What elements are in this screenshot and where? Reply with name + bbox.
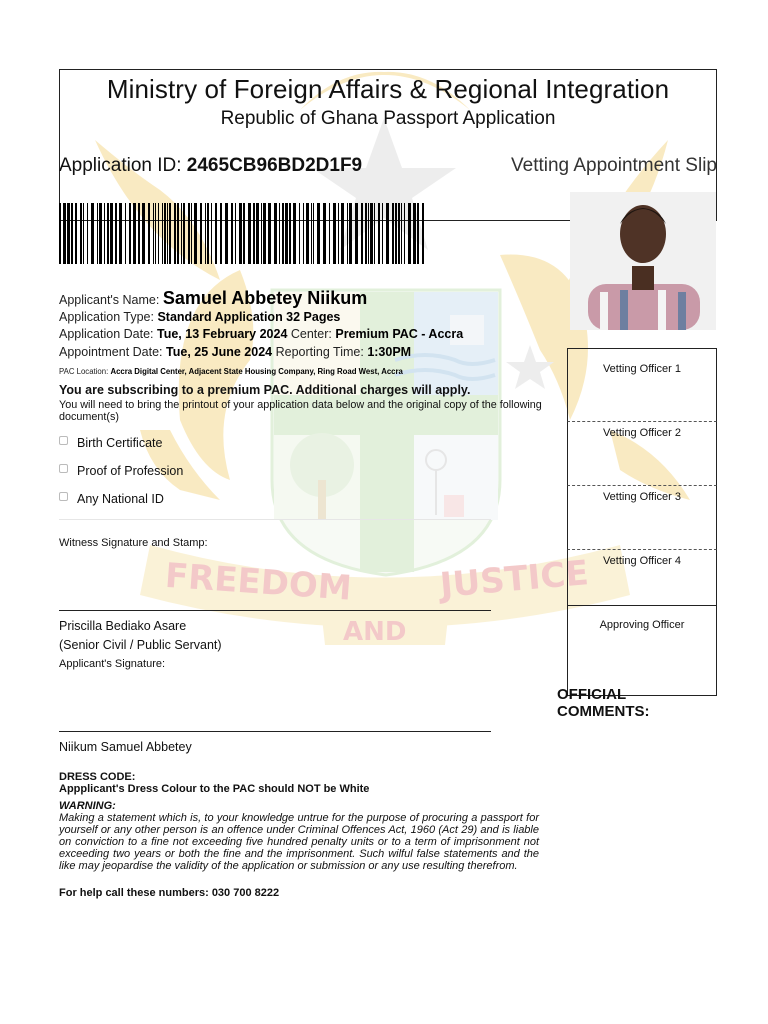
barcode-bar <box>110 203 113 264</box>
barcode-bar <box>317 203 320 264</box>
barcode-bar <box>155 203 156 264</box>
barcode-bar <box>119 203 122 264</box>
barcode-bar <box>71 203 73 264</box>
barcode-bar <box>138 203 140 264</box>
application-date: Tue, 13 February 2024 <box>157 327 288 341</box>
barcode-bar <box>274 203 277 264</box>
barcode-bar <box>422 203 424 264</box>
applicant-signature-name: Niikum Samuel Abbetey <box>59 740 192 754</box>
application-id-label: Application ID: <box>59 155 182 176</box>
barcode-bar <box>263 203 266 264</box>
applicant-name: Samuel Abbetey Niikum <box>162 288 368 308</box>
barcode-bar <box>104 203 105 264</box>
application-id-value: 2465CB96BD2D1F9 <box>186 155 363 176</box>
barcode-bar <box>368 203 369 264</box>
barcode-bar <box>91 203 94 264</box>
motto-ribbon <box>140 545 630 647</box>
vetting-officer-label: Vetting Officer 4 <box>602 555 682 567</box>
document-item <box>59 492 164 506</box>
svg-text:JUSTICE: JUSTICE <box>438 553 591 606</box>
pac-location-line <box>59 367 403 376</box>
barcode-bar <box>323 203 326 264</box>
barcode-bar <box>289 203 291 264</box>
document-item <box>59 436 162 450</box>
application-type: Standard Application 32 Pages <box>157 310 341 324</box>
barcode-bar <box>207 203 209 264</box>
document-label: Birth Certificate <box>77 436 163 450</box>
barcode-bar <box>59 203 61 264</box>
barcode-bar <box>311 203 312 264</box>
barcode-bar <box>253 203 255 264</box>
pac-location-label: PAC Location: <box>59 367 109 376</box>
barcode-bar <box>225 203 228 264</box>
dress-code-text: Appplicant's Dress Colour to the PAC should NOT be White <box>59 783 370 795</box>
barcode-bar <box>183 203 185 264</box>
applicant-photo <box>570 192 716 330</box>
barcode-bar <box>211 203 212 264</box>
appointment-date: Tue, 25 June 2024 <box>166 345 273 359</box>
svg-text:AND: AND <box>343 617 407 647</box>
barcode-bar <box>164 203 166 264</box>
barcode-bar <box>162 203 163 264</box>
barcode-bar <box>386 203 389 264</box>
barcode-bar <box>248 203 251 264</box>
barcode-bar <box>142 203 145 264</box>
barcode-bar <box>261 203 262 264</box>
official-comments-heading <box>557 686 677 720</box>
warning-title: WARNING: <box>59 800 116 812</box>
barcode-bar <box>169 203 171 264</box>
divider <box>59 519 491 520</box>
checkbox-icon <box>59 464 68 473</box>
barcode-bar <box>401 203 402 264</box>
vetting-officer-label: Vetting Officer 1 <box>602 363 682 375</box>
barcode-bar <box>181 203 182 264</box>
bring-documents-notice: You will need to bring the printout of your application data below and the original copy of the following document(s) <box>59 399 542 423</box>
barcode-bar <box>395 203 397 264</box>
barcode-bar <box>188 203 190 264</box>
barcode-bar <box>80 203 82 264</box>
barcode-bar <box>205 203 206 264</box>
reporting-time-label: Reporting Time: <box>275 345 364 359</box>
barcode-bar <box>349 203 352 264</box>
application-subtitle: Republic of Ghana Passport Application <box>220 108 556 129</box>
warning-text: Making a statement which is, to your knowledge untrue for the purpose of procuring a passport for yourself or any other person is an offence under Criminal Offences Act, 1960 (Act 29) and is liable on conviction to a fine not exceeding five hundred penalty units or to a term of imprisonment not exceeding two years or both the fine and the imprisonment. Such wilful false statements and the like may jeopardise the validity of the application or submission or any use resulting therefrom. <box>59 812 539 872</box>
barcode-bar <box>408 203 411 264</box>
barcode-bar <box>347 203 348 264</box>
barcode-bar <box>107 203 109 264</box>
barcode-bar <box>413 203 416 264</box>
vetting-officer-box <box>567 348 717 421</box>
barcode-bar <box>268 203 271 264</box>
vetting-officer-label: Vetting Officer 3 <box>602 491 682 503</box>
barcode-bar <box>129 203 131 264</box>
application-id <box>59 155 362 177</box>
barcode-bar <box>398 203 400 264</box>
barcode-bar <box>355 203 358 264</box>
barcode-bar <box>299 203 300 264</box>
checkbox-icon <box>59 436 68 445</box>
barcode-bar <box>125 203 126 264</box>
barcode-bar <box>200 203 202 264</box>
barcode-bar <box>153 203 154 264</box>
barcode-bar <box>97 203 98 264</box>
vetting-officer-label: Vetting Officer 2 <box>602 427 682 439</box>
application-type-label: Application Type: <box>59 310 154 324</box>
barcode-bar <box>338 203 339 264</box>
official-comments-line2: COMMENTS: <box>557 703 650 720</box>
barcode-bar <box>303 203 304 264</box>
barcode <box>59 203 425 264</box>
barcode-bar <box>133 203 136 264</box>
document-label: Proof of Profession <box>77 464 184 478</box>
barcode-bar <box>392 203 394 264</box>
barcode-bar <box>158 203 159 264</box>
barcode-bar <box>239 203 242 264</box>
barcode-bar <box>177 203 179 264</box>
application-date-line <box>59 327 463 341</box>
barcode-bar <box>167 203 168 264</box>
barcode-bar <box>256 203 259 264</box>
document-label: Any National ID <box>77 492 164 506</box>
barcode-bar <box>341 203 344 264</box>
barcode-bar <box>361 203 363 264</box>
barcode-bar <box>231 203 233 264</box>
barcode-bar <box>220 203 222 264</box>
barcode-bar <box>374 203 375 264</box>
barcode-bar <box>306 203 309 264</box>
applicant-signature-label: Applicant's Signature: <box>59 658 166 670</box>
document-item <box>59 464 183 478</box>
barcode-bar <box>282 203 284 264</box>
barcode-bar <box>75 203 77 264</box>
barcode-bar <box>99 203 102 264</box>
official-comments-line1: OFFICIAL <box>557 686 627 703</box>
barcode-bar <box>194 203 197 264</box>
center: Premium PAC - Accra <box>335 327 464 341</box>
appointment-line <box>59 345 411 359</box>
barcode-bar <box>365 203 367 264</box>
barcode-bar <box>404 203 405 264</box>
applicant-signature-line <box>59 731 491 732</box>
barcode-bar <box>243 203 245 264</box>
svg-text:FREEDOM: FREEDOM <box>163 555 353 609</box>
barcode-bar <box>215 203 217 264</box>
application-date-label: Application Date: <box>59 327 154 341</box>
barcode-bar <box>191 203 192 264</box>
slip-title: Vetting Appointment Slip <box>511 155 717 176</box>
applicant-name-label: Applicant's Name: <box>59 293 160 307</box>
help-line: For help call these numbers: 030 700 8222 <box>59 887 280 899</box>
barcode-bar <box>313 203 314 264</box>
barcode-bar <box>370 203 373 264</box>
witness-name: Priscilla Bediako Asare <box>59 619 187 633</box>
barcode-bar <box>293 203 296 264</box>
dress-code-title: DRESS CODE: <box>59 771 136 783</box>
barcode-bar <box>115 203 117 264</box>
barcode-bar <box>285 203 288 264</box>
barcode-bar <box>174 203 176 264</box>
barcode-bar <box>329 203 330 264</box>
barcode-bar <box>67 203 70 264</box>
checkbox-icon <box>59 492 68 501</box>
barcode-bar <box>382 203 383 264</box>
witness-signature-line <box>59 610 491 611</box>
barcode-bar <box>87 203 88 264</box>
premium-notice: You are subscribing to a premium PAC. Additional charges will apply. <box>59 383 471 397</box>
officer-column <box>567 348 717 696</box>
barcode-bar <box>235 203 236 264</box>
barcode-bar <box>378 203 380 264</box>
ministry-title: Ministry of Foreign Affairs & Regional Integration <box>106 74 670 104</box>
barcode-bar <box>333 203 336 264</box>
barcode-bar <box>83 203 84 264</box>
center-label: Center: <box>290 327 332 341</box>
pac-location: Accra Digital Center, Adjacent State Housing Company, Ring Road West, Accra <box>110 367 403 376</box>
applicant-name-line <box>59 288 367 309</box>
barcode-bar <box>63 203 66 264</box>
barcode-bar <box>279 203 280 264</box>
barcode-bar <box>148 203 150 264</box>
barcode-bar <box>417 203 419 264</box>
approving-officer-label: Approving Officer <box>599 619 685 631</box>
witness-label: Witness Signature and Stamp: <box>59 537 208 549</box>
reporting-time: 1:30PM <box>367 345 412 359</box>
appointment-date-label: Appointment Date: <box>59 345 163 359</box>
witness-role: (Senior Civil / Public Servant) <box>59 638 222 652</box>
application-type-line <box>59 310 340 324</box>
